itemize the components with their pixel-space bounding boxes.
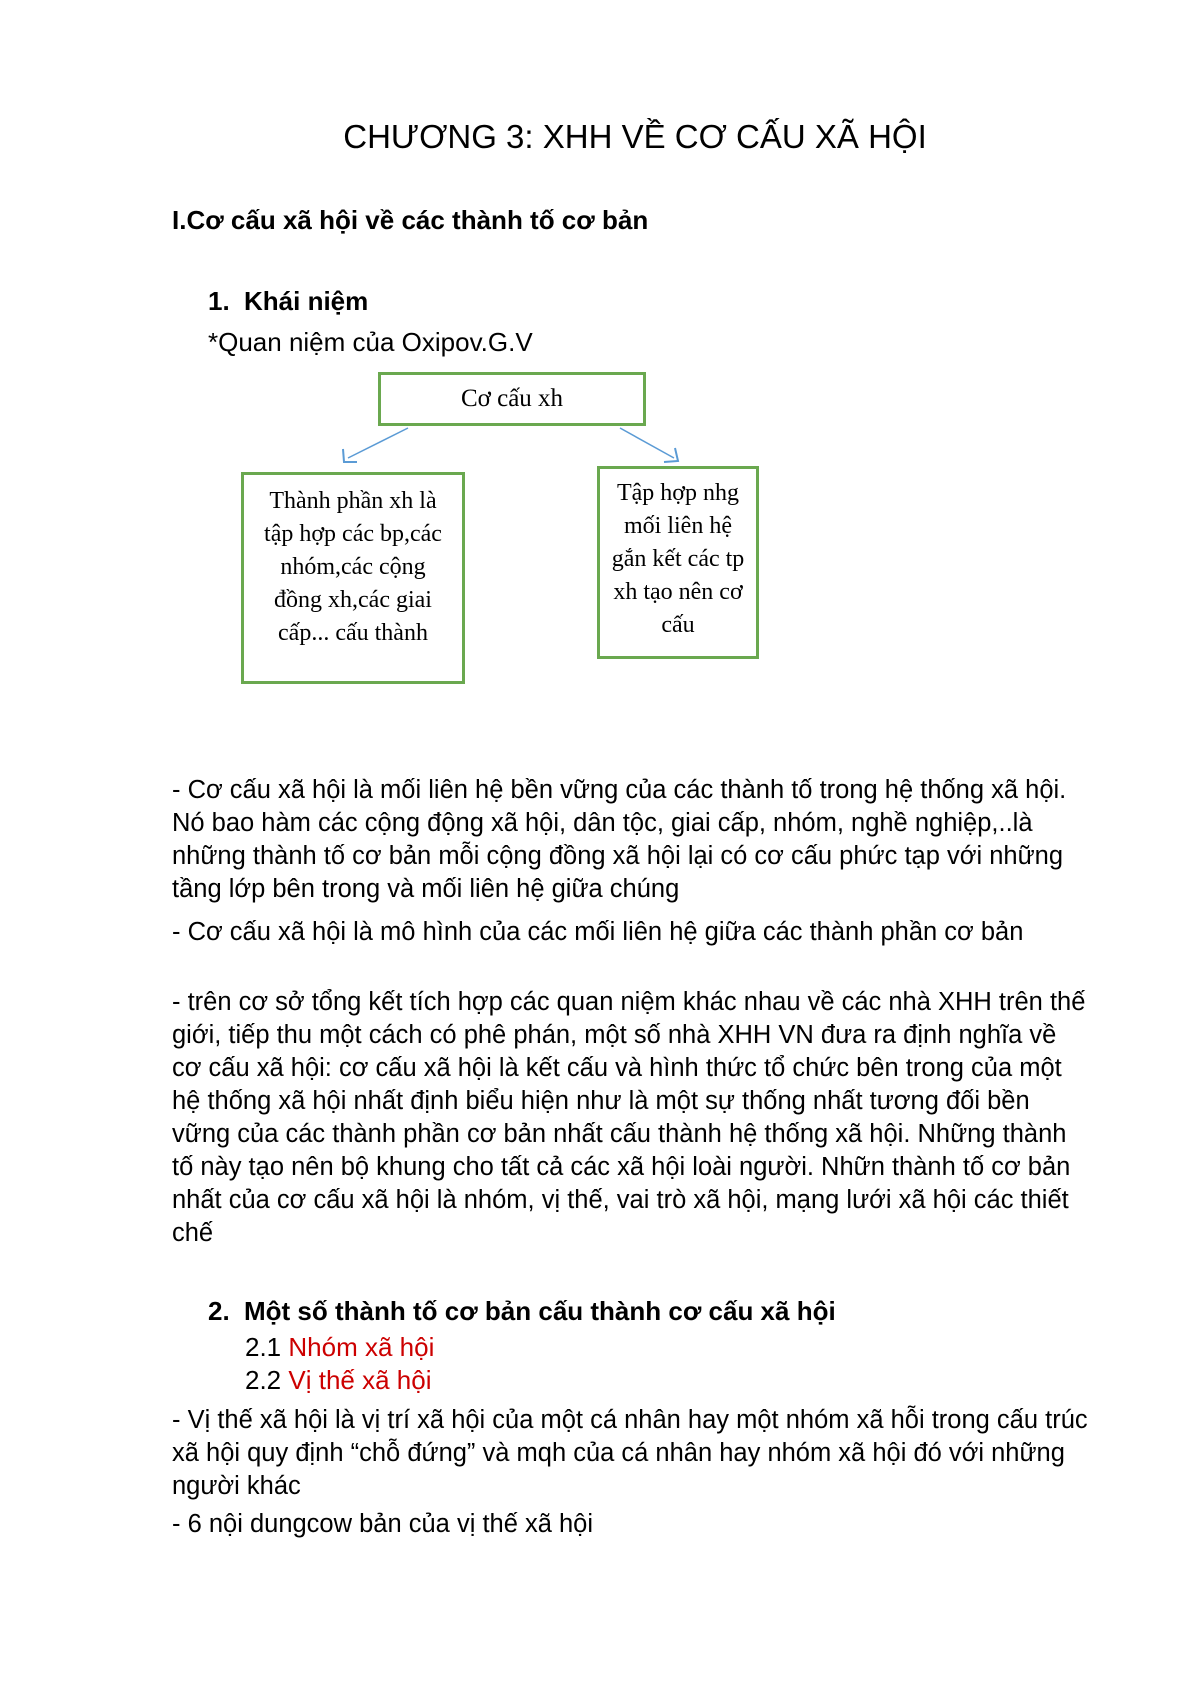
paragraph-definition-3: - trên cơ sở tổng kết tích hợp các quan niệm khác nhau về các nhà XHH trên thế giới, tiếp thu một cách có phê phán, một số nhà XHH VN đưa ra định nghĩa về cơ cấu xã hội: cơ cấu xã hội là kết cấu và hình thức tổ chức bên trong của một hệ thống xã hội nhất định biểu hiện như là một sự thống nhất tương đối bền vững của các thành phần cơ bản nhất cấu thành hệ thống xã hội. Những thành tố này tạo nên bộ khung cho tất cả các xã hội loài người. Nhữn thành tố cơ bản nhất của cơ cấu xã hội là nhóm, vị thế, vai trò xã hội, mạng lưới xã hội các thiết chế xyxy=(172,988,1086,1247)
document-title: CHƯƠNG 3: XHH VỀ CƠ CẤU XÃ HỘI xyxy=(343,118,927,155)
subitem-number: 2.1 xyxy=(245,1332,282,1362)
quan-niem-line: *Quan niệm của Oxipov.G.V xyxy=(208,327,533,357)
diagram-box-tap-hop-moi-lien-he: Tập hợp nhg mối liên hệ gắn kết các tp xh tạo nên cơ cấu xyxy=(597,466,759,659)
arrow-right-line xyxy=(620,428,674,458)
subheading-number: 1. xyxy=(208,286,230,316)
paragraph-vi-the-2: - 6 nội dungcow bản của vị thế xã hội xyxy=(172,1510,594,1538)
subheading-thanh-to xyxy=(208,1296,836,1327)
arrow-right-head xyxy=(664,448,678,462)
section-heading: I.Cơ cấu xã hội về các thành tố cơ bản xyxy=(172,205,649,235)
subheading-number: 2. xyxy=(208,1296,230,1326)
arrow-left-head xyxy=(343,449,357,462)
paragraph-vi-the-1: - Vị thế xã hội là vị trí xã hội của một cá nhân hay một nhóm xã hỗi trong cấu trúc xã hội quy định “chỗ đứng” và mqh của cá nhân hay nhóm xã hội đó với những người khác xyxy=(172,1406,1088,1500)
subitem-label: Vị thế xã hội xyxy=(288,1365,432,1395)
paragraph-definition-2: - Cơ cấu xã hội là mô hình của các mối liên hệ giữa các thành phần cơ bản xyxy=(172,918,1024,946)
subitem-label: Nhóm xã hội xyxy=(288,1332,435,1362)
arrow-left-line xyxy=(348,428,408,458)
paragraph-definition-1: - Cơ cấu xã hội là mối liên hệ bền vững của các thành tố trong hệ thống xã hội. Nó bao hàm các cộng động xã hội, dân tộc, giai cấp, nhóm, nghề nghiệp,..là những thành tố cơ bản mỗi cộng đồng xã hội lại có cơ cấu phức tạp với những tầng lớp bên trong và mối liên hệ giữa chúng xyxy=(172,776,1067,903)
subitem-nhom-xa-hoi xyxy=(245,1332,434,1363)
subitem-number: 2.2 xyxy=(245,1365,282,1395)
diagram-box-co-cau-xh: Cơ cấu xh xyxy=(378,372,646,426)
diagram-box-thanh-phan-xh: Thành phần xh là tập hợp các bp,các nhóm,các cộng đồng xh,các giai cấp... cấu thành xyxy=(241,472,465,684)
subheading-text: Khái niệm xyxy=(244,286,369,316)
subitem-vi-the-xa-hoi xyxy=(245,1365,431,1396)
subheading-text: Một số thành tố cơ bản cấu thành cơ cấu xã hội xyxy=(244,1296,836,1326)
